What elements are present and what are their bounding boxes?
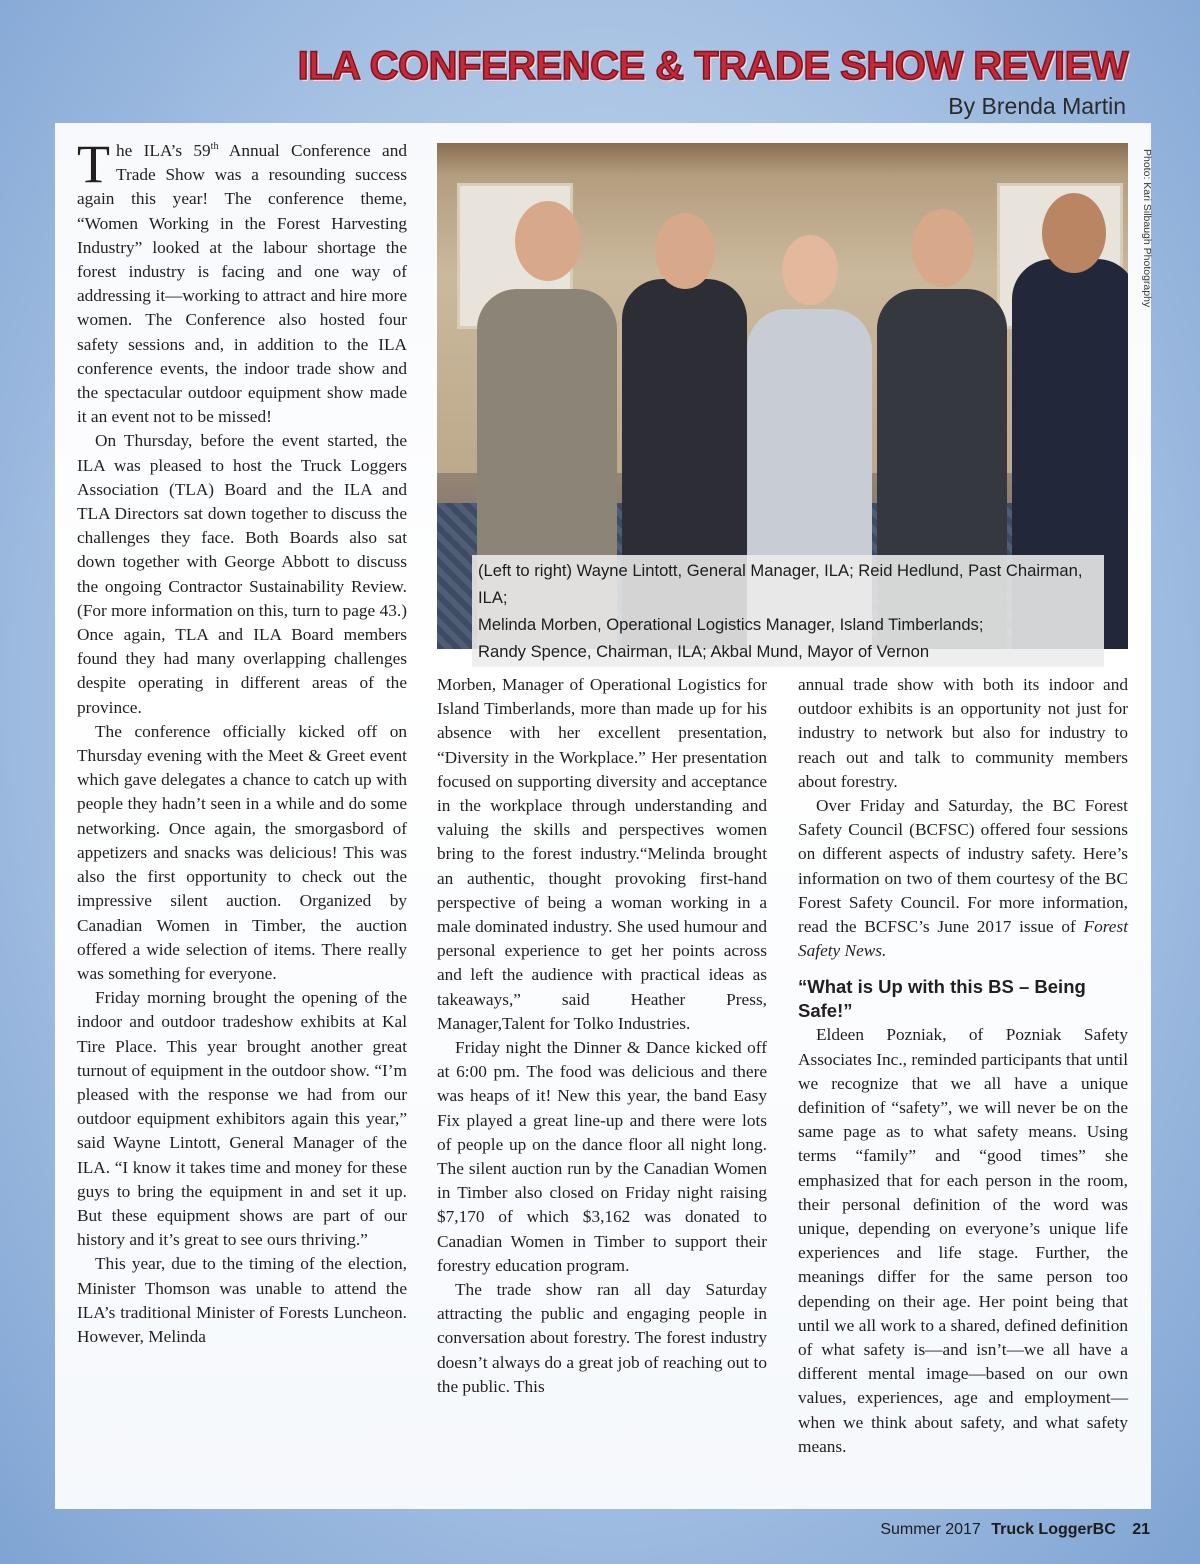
page-footer xyxy=(880,1521,1150,1539)
article-headline: ILA CONFERENCE & TRADE SHOW REVIEW xyxy=(297,44,1128,88)
drop-cap: T xyxy=(77,134,110,194)
byline: By Brenda Martin xyxy=(948,93,1126,119)
column-1 xyxy=(77,134,407,1349)
photo-credit: Photo: Kari Silbaugh Photography xyxy=(1141,149,1153,308)
column-2 xyxy=(437,673,767,1399)
paragraph: The trade show ran all day Saturday attracting the public and engaging people in conversation about forestry. The forest industry doesn’t always do a great job of reaching out to the public. This xyxy=(437,1280,767,1396)
magazine-name: Truck LoggerBC xyxy=(991,1521,1116,1538)
paragraph: annual trade show with both its indoor and outdoor exhibits is an opportunity not just for industry to network but also for industry to reach out and talk to community members about forestry. xyxy=(798,675,1128,791)
paragraph: On Thursday, before the event started, the ILA was pleased to host the Truck Loggers Association (TLA) Board and the ILA and TLA Directors sat down together to discuss the challenges they face. Both Boards also sat down together with George Abbott to discuss the ongoing Contractor Sustainability Review. (For more information on this, turn to page 43.) Once again, TLA and ILA Board members found they had many overlapping challenges despite operating in different areas of the province. xyxy=(77,431,407,717)
paragraph: Eldeen Pozniak, of Pozniak Safety Associates Inc., reminded participants that until we recognize that we all have a unique definition of “safety”, we will never be on the same page as to what safety means. Using terms “family” and “good times” she emphasized that for each person in the room, their personal definition of the word was unique, depending on everyone’s unique life experiences and life stage. Further, the meanings differ for the same person too depending on their age. Her point being that until we all work to a shared, defined definition of what safety is—and isn’t—we all have a different mental image—based on our own values, experiences, age and employment—when we think about safety, and what safety means. xyxy=(798,1025,1128,1456)
paragraph: Friday night the Dinner & Dance kicked off at 6:00 pm. The food was delicious and there was heaps of it! New this year, the band Easy Fix played a great line-up and there were lots of people up on the dance floor all night long. The silent auction run by the Canadian Women in Timber also closed on Friday night raising $7,170 of which $3,162 was donated to Canadian Women in Timber to support their forestry education program. xyxy=(437,1038,767,1275)
paragraph: Friday morning brought the opening of the indoor and outdoor tradeshow exhibits at Kal Tire Place. This year brought another great turnout of equipment in the outdoor show. “I’m pleased with the response we had from our outdoor equipment exhibitors again this year,” said Wayne Lintott, General Manager of the ILA. “I know it takes time and money for these guys to bring the equipment in and set it up. But these equipment shows are part of our history and it’s great to see ours thriving.” xyxy=(77,988,407,1250)
paragraph: This year, due to the timing of the election, Minister Thomson was unable to attend the ILA’s traditional Minister of Forests Luncheon. However, Melinda xyxy=(77,1254,407,1346)
paragraph: Over Friday and Saturday, the BC Forest Safety Council (BCFSC) offered four sessions on different aspects of industry safety. Here’s information on two of them courtesy of the BC Forest Safety Council. For more information, read the BCFSC’s June 2017 issue of Forest Safety News. xyxy=(798,796,1128,961)
column-3 xyxy=(798,673,1128,1459)
photo-caption xyxy=(472,555,1104,667)
issue-date: Summer 2017 xyxy=(880,1521,981,1538)
paragraph: The conference officially kicked off on Thursday evening with the Meet & Greet event which gave delegates a chance to catch up with people they hadn’t seen in a while and do some networking. Once again, the smorgasbord of appetizers and snacks was delicious! This was also the first opportunity to check out the impressive silent auction. Organized by Canadian Women in Timber, the auction offered a wide selection of items. There really was something for everyone. xyxy=(77,721,407,983)
paragraph: Morben, Manager of Operational Logistics for Island Timberlands, more than made up for his absence with her excellent presentation, “Diversity in the Workplace.” Her presentation focused on supporting diversity and acceptance in the workplace through understanding and valuing the skills and perspectives women bring to the forest industry.“Melinda brought an authentic, thought provoking first-hand perspective of being a woman working in a male dominated industry. She used humour and personal experience to get her points across and left the audience with practical ideas as takeaways,” said Heather Press, Manager,Talent for Tolko Industries. xyxy=(437,675,767,1033)
caption-line: (Left to right) Wayne Lintott, General Manager, ILA; Reid Hedlund, Past Chairman, ILA; xyxy=(478,561,1083,607)
article-panel xyxy=(55,123,1151,1509)
paragraph-intro: The ILA’s 59th Annual Conference and Trade Show was a resounding success again this year! The conference theme, “Women Working in the Forest Harvesting Industry” looked at the labour shortage the forest industry is facing and one way of addressing it—working to attract and hire more women. The Conference also hosted four safety sessions and, in addition to the ILA conference events, the indoor trade show and the spectacular outdoor equipment show made it an event not to be missed! xyxy=(77,134,407,427)
caption-line: Melinda Morben, Operational Logistics Manager, Island Timberlands; xyxy=(478,615,984,634)
page-number: 21 xyxy=(1132,1521,1150,1538)
caption-line: Randy Spence, Chairman, ILA; Akbal Mund, Mayor of Vernon xyxy=(478,642,930,661)
section-subheading: “What is Up with this BS – Being Safe!” xyxy=(798,976,1086,1022)
